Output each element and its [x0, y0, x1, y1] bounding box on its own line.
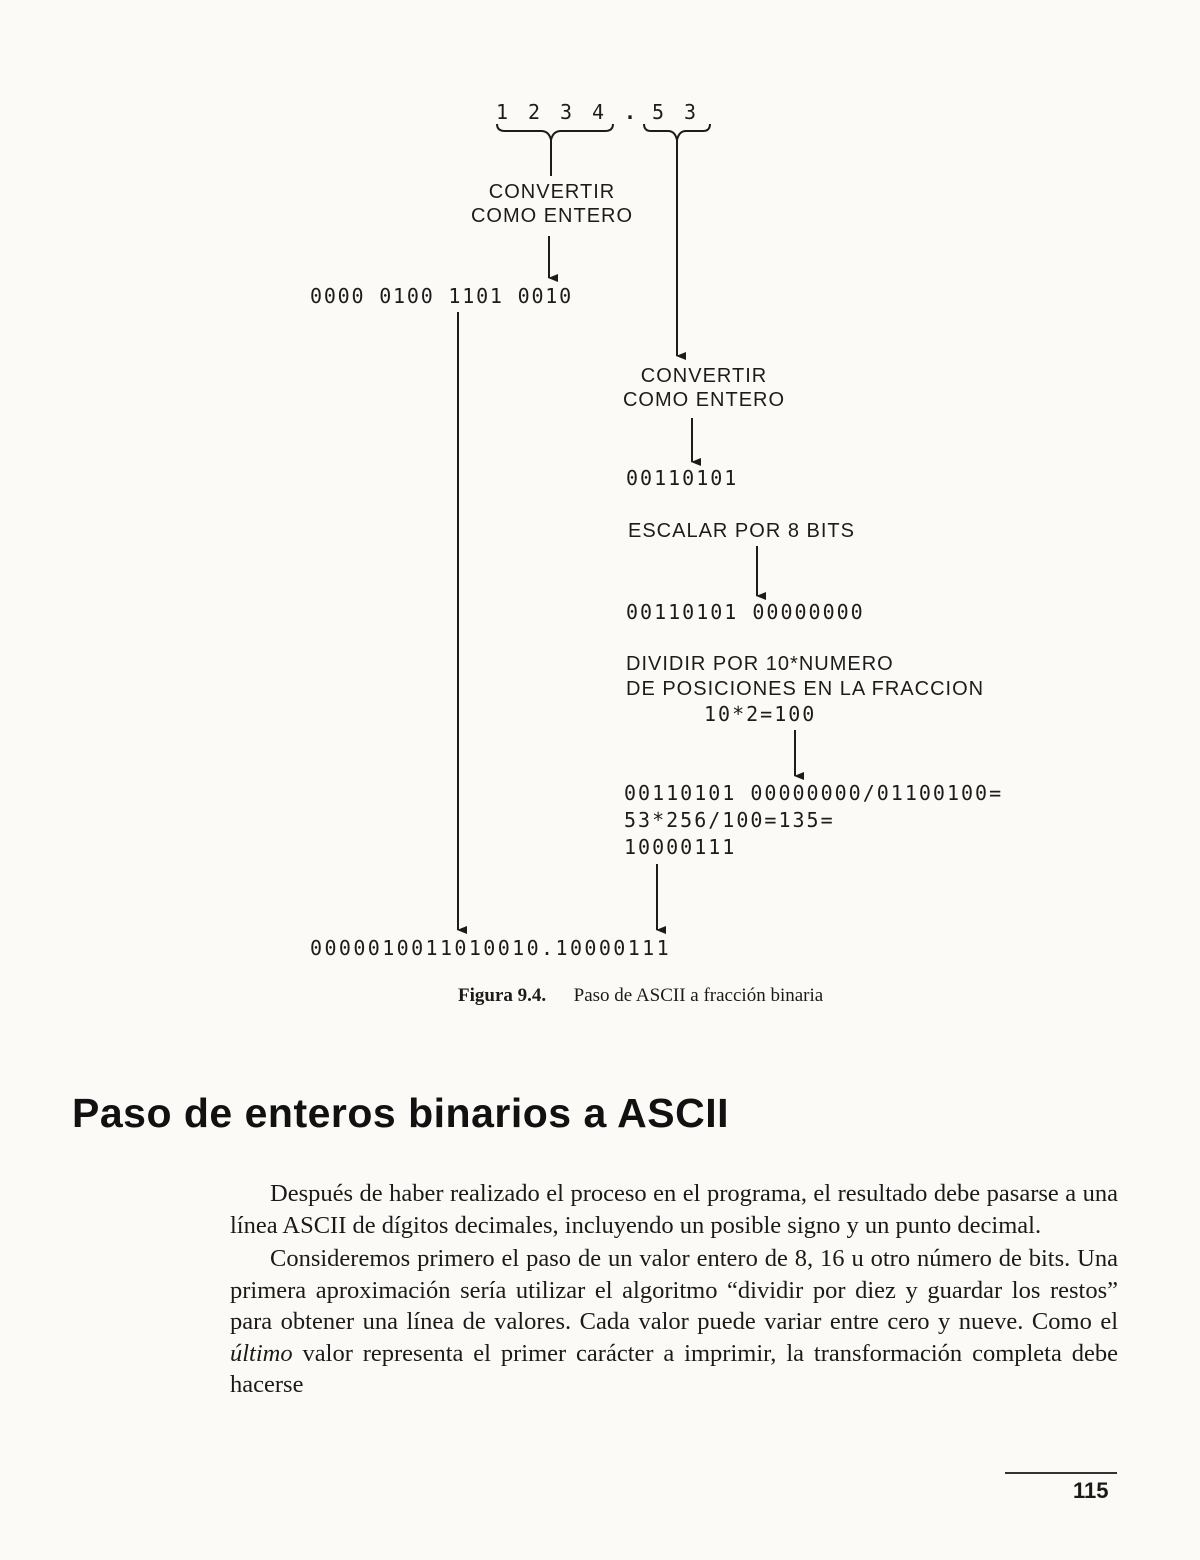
divide-label	[626, 652, 984, 702]
digit: 3	[560, 100, 573, 124]
fraction-brace	[644, 124, 710, 140]
figure-caption	[458, 985, 823, 1007]
paragraph-2-text: Consideremos primero el paso de un valor entero de 8, 16 u otro número de bits. Una primera aproximación sería utilizar el algoritmo “dividir por diez y guardar los restos” para obtener una línea de valores. Cada valor puede variar entre cero y nueve. Como el	[230, 1245, 1118, 1335]
integer-binary: 0000 0100 1101 0010	[310, 284, 573, 308]
paragraph-2-emphasis: último	[230, 1339, 293, 1367]
integer-brace	[497, 124, 613, 140]
digit: 1	[496, 100, 509, 124]
label-line: CONVERTIR	[640, 365, 768, 387]
divide-value: 10*2=100	[704, 702, 817, 726]
top-integer-digits	[496, 100, 612, 124]
paragraph-1: Después de haber realizado el proceso en el programa, el resultado debe pasarse a una línea ASCII de dígitos decimales, incluyendo un posible signo y un punto decimal.	[230, 1180, 1118, 1239]
division-line: 00110101 00000000/01100100=	[624, 781, 1004, 805]
division-line: 10000111	[624, 835, 737, 859]
division-lines	[624, 780, 1003, 861]
fraction-convert-label	[614, 364, 794, 412]
label-line: COMO ENTERO	[470, 205, 634, 227]
page-number-rule	[1005, 1472, 1117, 1474]
body-text	[230, 1178, 1118, 1403]
scale-label: ESCALAR POR 8 BITS	[628, 520, 855, 542]
division-line: 53*256/100=135=	[624, 808, 835, 832]
integer-convert-label	[440, 180, 664, 228]
result-binary: 0000010011010010.10000111	[310, 936, 672, 960]
digit: 5	[652, 100, 665, 124]
section-heading: Paso de enteros binarios a ASCII	[72, 1090, 730, 1136]
scaled-binary: 00110101 00000000	[626, 600, 865, 624]
caption-label: Figura 9.4.	[458, 985, 547, 1006]
top-fraction-digits	[652, 100, 704, 124]
label-line: DIVIDIR POR 10*NUMERO	[626, 653, 894, 675]
paragraph-2-text-end: valor representa el primer carácter a imprimir, la transformación completa debe hacerse	[230, 1339, 1118, 1398]
digit: 2	[528, 100, 541, 124]
fraction-binary: 00110101	[626, 466, 739, 490]
decimal-point: .	[624, 100, 639, 124]
digit: 4	[592, 100, 605, 124]
label-line: CONVERTIR	[488, 181, 616, 203]
page-number: 115	[1073, 1478, 1109, 1503]
caption-text: Paso de ASCII a fracción binaria	[573, 985, 824, 1006]
label-line: COMO ENTERO	[622, 389, 786, 411]
paragraph-2	[230, 1243, 1118, 1401]
label-line: DE POSICIONES EN LA FRACCION	[626, 678, 985, 700]
digit: 3	[684, 100, 697, 124]
